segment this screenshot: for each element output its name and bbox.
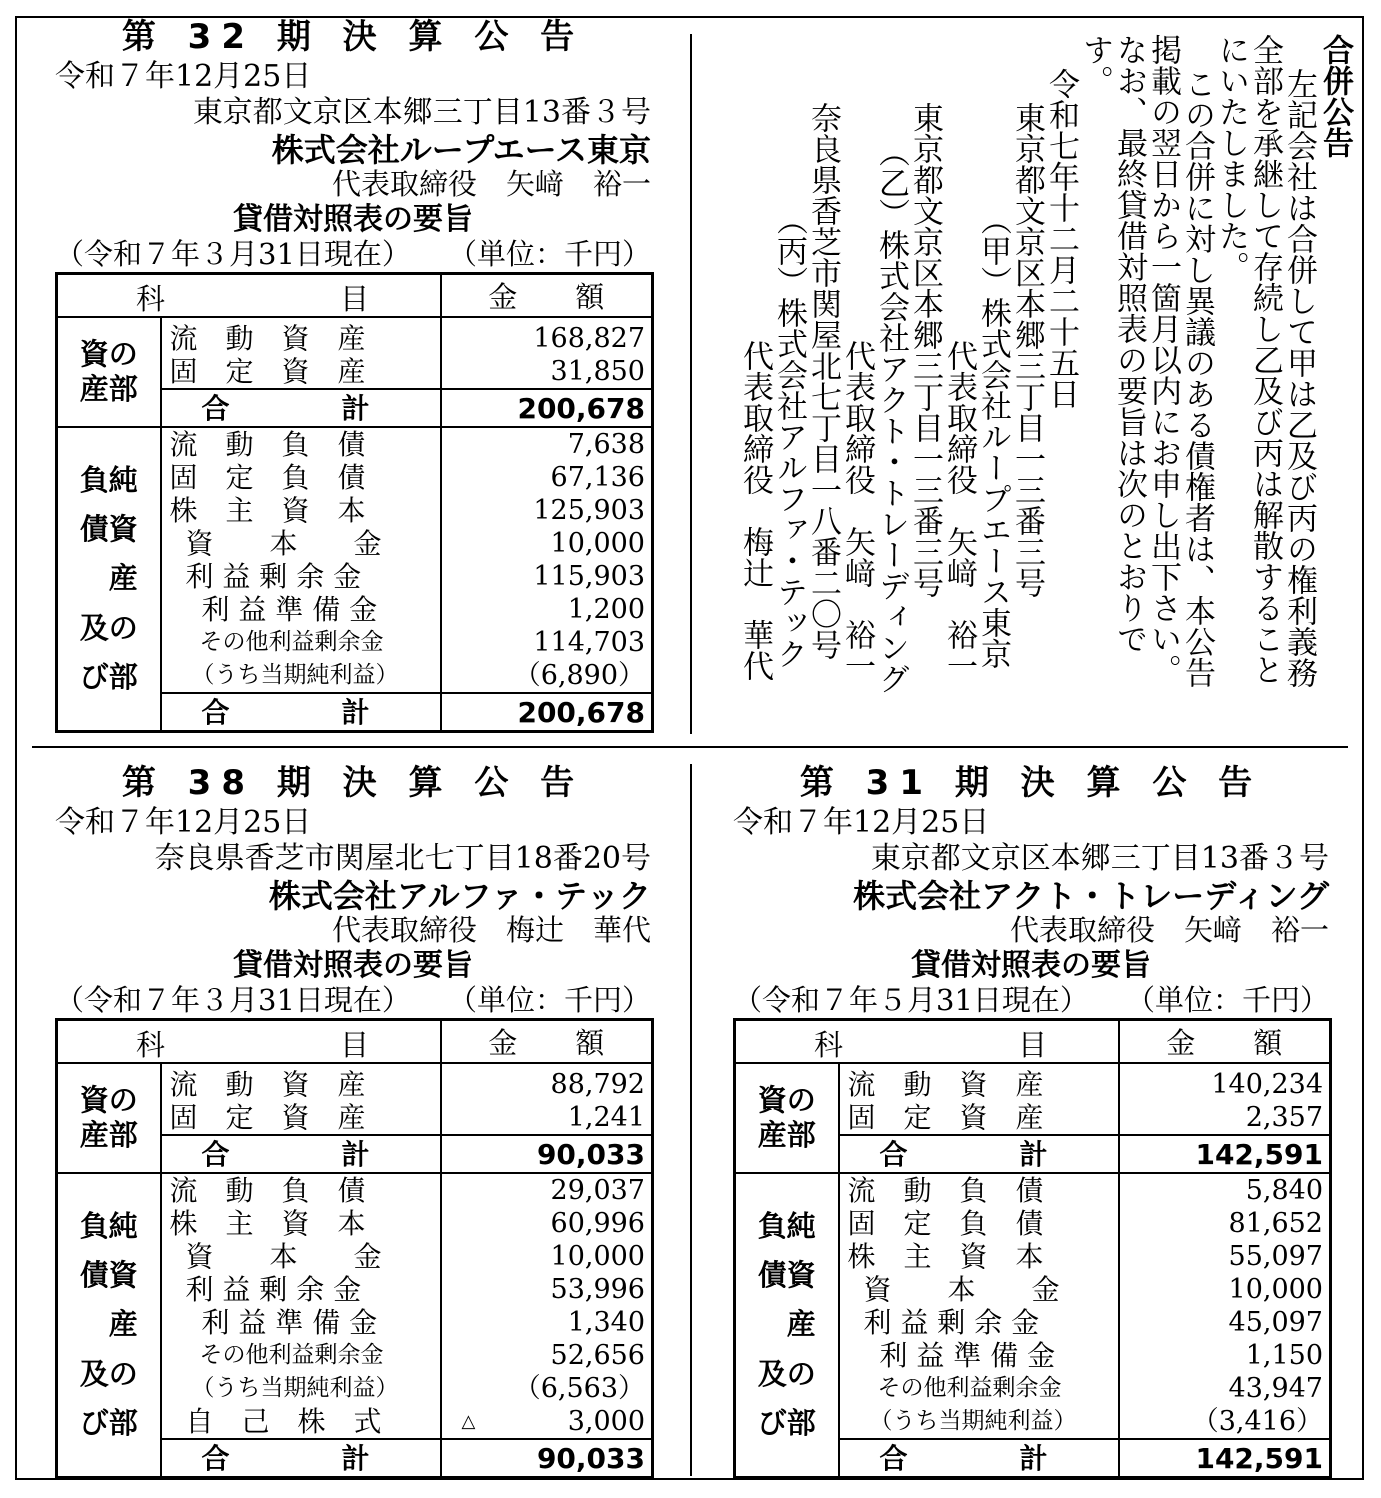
table-row [57, 317, 653, 355]
company-name: 株式会社ループエース東京 [271, 131, 651, 169]
row-value: 115,903 [533, 561, 645, 592]
table-row [735, 1063, 1331, 1101]
notice-31 [733, 763, 1329, 1475]
header-item-b: 目 [340, 1028, 370, 1062]
row-value: 200,678 [441, 389, 653, 427]
row-label: 株 主 資 本 [161, 494, 441, 527]
row-label: 合 計 [839, 1439, 1119, 1478]
row-value: 2,357 [1245, 1102, 1323, 1133]
hei-address: 奈良県香芝市関屋北七丁目一八番二〇号 [805, 102, 841, 660]
notice-date: 令和７年12月25日 [733, 805, 990, 840]
notice-32 [55, 17, 651, 729]
company-name: 株式会社アクト・トレーディング [853, 877, 1329, 915]
header-item-a: 科 [136, 1028, 166, 1062]
row-label: 流 動 資 産 [161, 317, 441, 355]
header-item-b: 目 [340, 282, 370, 316]
liabilities-section-label: 負純 債資 産 及の び部 [57, 1173, 161, 1478]
unit-label: （単位：千円） [1125, 983, 1329, 1017]
row-value: （3,416） [1191, 1406, 1323, 1437]
table-row [57, 427, 653, 461]
row-value: 43,947 [1228, 1373, 1323, 1404]
balance-sheet-table [55, 272, 654, 733]
merger-date: 令和七年十二月二十五日 [1043, 68, 1079, 409]
row-label: 利 益 準 備 金 [161, 593, 441, 626]
header-item [57, 274, 441, 318]
row-label: 合 計 [161, 389, 441, 427]
table-header [57, 1020, 653, 1064]
row-label: 資 本 金 [161, 1240, 441, 1273]
row-value: 53,996 [550, 1274, 645, 1305]
row-value: 90,033 [441, 1135, 653, 1173]
row-label: （うち当期純利益） [161, 659, 441, 693]
row-value: 168,827 [533, 323, 645, 354]
as-of-date: （令和７年５月31日現在） [733, 983, 1089, 1017]
assets-section-label: 資の 産部 [57, 1063, 161, 1173]
table-row [735, 1173, 1331, 1207]
row-value: 1,200 [567, 594, 645, 625]
row-value: 60,996 [550, 1208, 645, 1239]
row-value [441, 1405, 653, 1439]
triangle-icon: △ [461, 1411, 476, 1432]
unit-label: （単位：千円） [447, 237, 651, 271]
merger-heading: 合併公告 [1317, 34, 1353, 158]
header-amount: 金 額 [441, 274, 653, 318]
row-value: 31,850 [550, 356, 645, 387]
row-label: 固 定 負 債 [839, 1207, 1119, 1240]
row-value: 67,136 [550, 462, 645, 493]
row-label: 合 計 [161, 693, 441, 732]
table-header [57, 274, 653, 318]
row-label: 株 主 資 本 [161, 1207, 441, 1240]
row-label: 自 己 株 式 [161, 1405, 441, 1439]
row-value: 10,000 [550, 1241, 645, 1272]
representative: 代表取締役 矢﨑 裕一 [331, 167, 651, 201]
merger-notice [704, 34, 1353, 734]
row-label: 合 計 [839, 1135, 1119, 1173]
notice-date: 令和７年12月25日 [55, 59, 312, 94]
header-item-a: 科 [814, 1028, 844, 1062]
row-value: 90,033 [441, 1439, 653, 1478]
row-label: 資 本 金 [161, 527, 441, 560]
row-value: （6,890） [513, 660, 645, 691]
notice-title: 第 38 期 決 算 公 告 [121, 763, 585, 803]
vertical-divider-bottom [690, 764, 692, 1476]
notice-date: 令和７年12月25日 [55, 805, 312, 840]
row-label: （うち当期純利益） [161, 1372, 441, 1405]
company-address: 東京都文京区本郷三丁目13番３号 [192, 95, 651, 130]
row-value: 29,037 [550, 1175, 645, 1206]
company-name: 株式会社アルファ・テック [268, 877, 651, 915]
notice-title: 第 31 期 決 算 公 告 [799, 763, 1263, 803]
balance-sheet-title: 貸借対照表の要旨 [233, 948, 473, 983]
merger-body-line: 左記会社は合併して甲は乙及び丙の権利義務 [1281, 68, 1317, 688]
kou-company: （甲）株式会社ループエース東京 [975, 204, 1011, 669]
balance-sheet-table [55, 1018, 654, 1479]
row-label: 固 定 資 産 [839, 1101, 1119, 1135]
row-value: 125,903 [533, 495, 645, 526]
row-value: 10,000 [550, 528, 645, 559]
row-label: 流 動 負 債 [161, 1173, 441, 1207]
company-address: 奈良県香芝市関屋北七丁目18番20号 [154, 841, 651, 876]
representative: 代表取締役 梅辻 華代 [331, 913, 651, 947]
row-label: 合 計 [161, 1135, 441, 1173]
row-value: 5,840 [1245, 1175, 1323, 1206]
row-value: 45,097 [1228, 1307, 1323, 1338]
kou-address: 東京都文京区本郷三丁目一三番三号 [1009, 102, 1045, 598]
balance-sheet-title: 貸借対照表の要旨 [233, 202, 473, 237]
row-label: その他利益剰余金 [161, 1339, 441, 1372]
hei-company: （丙）株式会社アルファ・テック [771, 204, 807, 669]
merger-body-line: 掲載の翌日から一箇月以内にお申し出下さい。 [1145, 34, 1181, 685]
otsu-address: 東京都文京区本郷三丁目一三番三号 [907, 102, 943, 598]
liabilities-section-label: 負純 債資 産 及の び部 [735, 1173, 839, 1478]
merger-body-line: この合併に対し異議のある債権者は、本公告 [1179, 68, 1215, 688]
horizontal-divider [32, 746, 1348, 748]
row-value: 55,097 [1228, 1241, 1323, 1272]
notice-title: 第 32 期 決 算 公 告 [121, 17, 585, 57]
row-label: 流 動 負 債 [839, 1173, 1119, 1207]
row-label: 利 益 剰 余 金 [161, 560, 441, 593]
row-value: （6,563） [513, 1373, 645, 1404]
assets-section-label: 資の 産部 [57, 317, 161, 427]
row-label: 固 定 負 債 [161, 461, 441, 494]
header-item [57, 1020, 441, 1064]
row-value: 200,678 [441, 693, 653, 732]
row-label: 株 主 資 本 [839, 1240, 1119, 1273]
row-label: 流 動 資 産 [161, 1063, 441, 1101]
row-value: 142,591 [1119, 1135, 1331, 1173]
row-value: 1,241 [567, 1102, 645, 1133]
merger-body-line: す。 [1077, 34, 1113, 96]
kou-representative: 代表取締役 矢﨑 裕一 [941, 340, 977, 681]
row-label: 利 益 準 備 金 [839, 1339, 1119, 1372]
row-value-text: 3,000 [567, 1406, 645, 1437]
header-item-a: 科 [136, 282, 166, 316]
row-label: その他利益剰余金 [161, 626, 441, 659]
unit-label: （単位：千円） [447, 983, 651, 1017]
header-amount: 金 額 [441, 1020, 653, 1064]
row-value: 140,234 [1211, 1069, 1323, 1100]
row-label: 固 定 資 産 [161, 1101, 441, 1135]
row-value: 52,656 [550, 1340, 645, 1371]
row-label: 固 定 資 産 [161, 355, 441, 389]
table-row [57, 1063, 653, 1101]
otsu-company: （乙）株式会社アクト・トレーディング [873, 136, 909, 694]
header-amount: 金 額 [1119, 1020, 1331, 1064]
notice-38 [55, 763, 651, 1475]
company-address: 東京都文京区本郷三丁目13番３号 [870, 841, 1329, 876]
row-label: 利 益 剰 余 金 [161, 1273, 441, 1306]
row-label: その他利益剰余金 [839, 1372, 1119, 1405]
row-value: 1,340 [567, 1307, 645, 1338]
as-of-date: （令和７年３月31日現在） [55, 983, 411, 1017]
row-value: 81,652 [1228, 1208, 1323, 1239]
table-header [735, 1020, 1331, 1064]
row-value: 88,792 [550, 1069, 645, 1100]
balance-sheet-title: 貸借対照表の要旨 [911, 948, 1151, 983]
as-of-date: （令和７年３月31日現在） [55, 237, 411, 271]
liabilities-section-label: 負純 債資 産 及の び部 [57, 427, 161, 732]
row-label: 利 益 準 備 金 [161, 1306, 441, 1339]
row-label: 流 動 負 債 [161, 427, 441, 461]
row-label: 合 計 [161, 1439, 441, 1478]
representative: 代表取締役 矢﨑 裕一 [1009, 913, 1329, 947]
merger-body-line: なお、最終貸借対照表の要旨は次のとおりで [1111, 34, 1147, 654]
row-value: 7,638 [567, 429, 645, 460]
row-label: 利 益 剰 余 金 [839, 1306, 1119, 1339]
row-label: 流 動 資 産 [839, 1063, 1119, 1101]
vertical-divider-top [690, 34, 692, 734]
row-value: 114,703 [533, 627, 645, 658]
merger-body-line: 全部を承継して存続し乙及び丙は解散すること [1247, 34, 1283, 685]
row-value: 1,150 [1245, 1340, 1323, 1371]
row-value: 10,000 [1228, 1274, 1323, 1305]
header-item [735, 1020, 1119, 1064]
row-value: 142,591 [1119, 1439, 1331, 1478]
table-row [57, 1173, 653, 1207]
balance-sheet-table [733, 1018, 1332, 1479]
otsu-representative: 代表取締役 矢﨑 裕一 [839, 340, 875, 681]
header-item-b: 目 [1018, 1028, 1048, 1062]
row-label: 資 本 金 [839, 1273, 1119, 1306]
row-label: （うち当期純利益） [839, 1405, 1119, 1439]
assets-section-label: 資の 産部 [735, 1063, 839, 1173]
hei-representative: 代表取締役 梅辻 華代 [737, 340, 773, 681]
merger-body-line: にいたしました。 [1213, 34, 1249, 282]
